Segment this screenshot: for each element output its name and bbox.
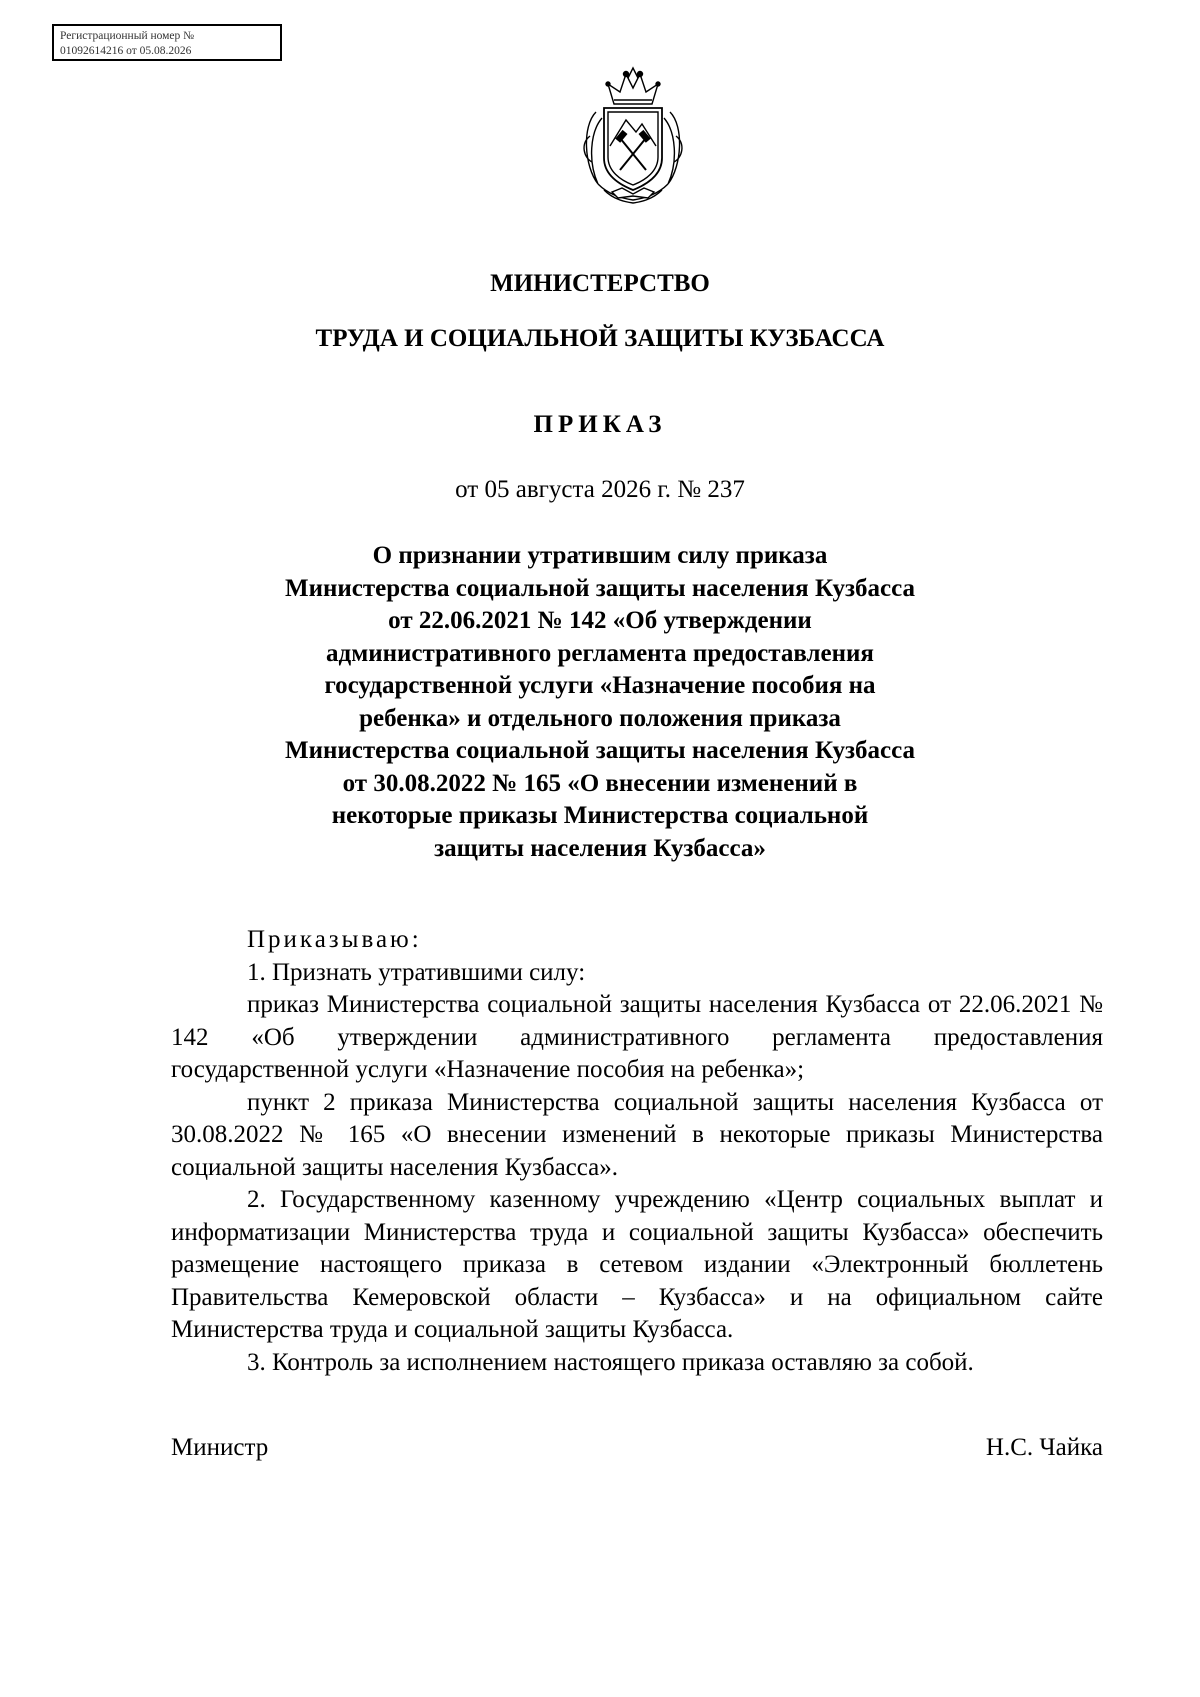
ministry-heading: МИНИСТЕРСТВО (490, 270, 710, 297)
order-title-line: О признании утратившим силу приказа (372, 542, 828, 569)
order-title-line: некоторые приказы Министерства социальной (331, 802, 869, 829)
kuzbass-coat-of-arms-icon (578, 66, 688, 204)
registration-number-label: Регистрационный номер № (60, 30, 195, 42)
paragraph-2: 2. Государственному казенному учреждению «Центр социальных выплат и информатизации Министерства труда и социальной защиты Кузбасса» обеспечить размещение настоящего приказа в сетевом издании «Электронный бюллетень Правительства Кемеровской области – Кузбасса» и на официальном сайте Министерства труда и социальной защиты Кузбасса. (171, 1186, 1103, 1343)
order-title-line: ребенка» и отдельного положения приказа (359, 704, 841, 732)
document-type-heading: ПРИКАЗ (533, 411, 667, 438)
order-directive-word: Приказываю: (247, 926, 422, 953)
order-date-number: от 05 августа 2026 г. № 237 (455, 476, 745, 503)
signatory-name: Н.С. Чайка (985, 1434, 1103, 1461)
order-title-line: защиты населения Кузбасса» (434, 834, 766, 862)
paragraph-1a: приказ Министерства социальной защиты населения Кузбасса от 22.06.2021 № 142 «Об утверждении административного регламента предоставления государственной услуги «Назначение пособия на ребенка»; (171, 991, 1103, 1083)
registration-stamp (52, 24, 282, 61)
department-heading: ТРУДА И СОЦИАЛЬНОЙ ЗАЩИТЫ КУЗБАССА (315, 325, 885, 352)
signatory-position: Министр (171, 1434, 269, 1461)
order-title-line: Министерства социальной защиты населения Кузбасса (284, 574, 915, 602)
paragraph-3: 3. Контроль за исполнением настоящего приказа оставляю за собой. (247, 1348, 974, 1376)
paragraph-1: 1. Признать утратившими силу: (247, 958, 586, 986)
order-directive (171, 924, 1103, 957)
registration-number-value: 01092614216 от 05.08.2026 (60, 45, 192, 57)
order-title-line: государственной услуги «Назначение пособия на (324, 672, 876, 699)
order-title (280, 540, 920, 865)
order-title-line: от 22.06.2021 № 142 «Об утверждении (388, 607, 812, 634)
paragraph-1b: пункт 2 приказа Министерства социальной защиты населения Кузбасса от 30.08.2022 № 165 «О внесении изменений в некоторые приказы Министерства социальной защиты населения Кузбасса». (171, 1088, 1103, 1181)
order-title-line: Министерства социальной защиты населения Кузбасса (284, 737, 915, 764)
order-title-line: административного регламента предоставления (326, 639, 874, 667)
order-title-line: от 30.08.2022 № 165 «О внесении изменений в (342, 769, 858, 797)
order-body (171, 924, 1103, 1379)
